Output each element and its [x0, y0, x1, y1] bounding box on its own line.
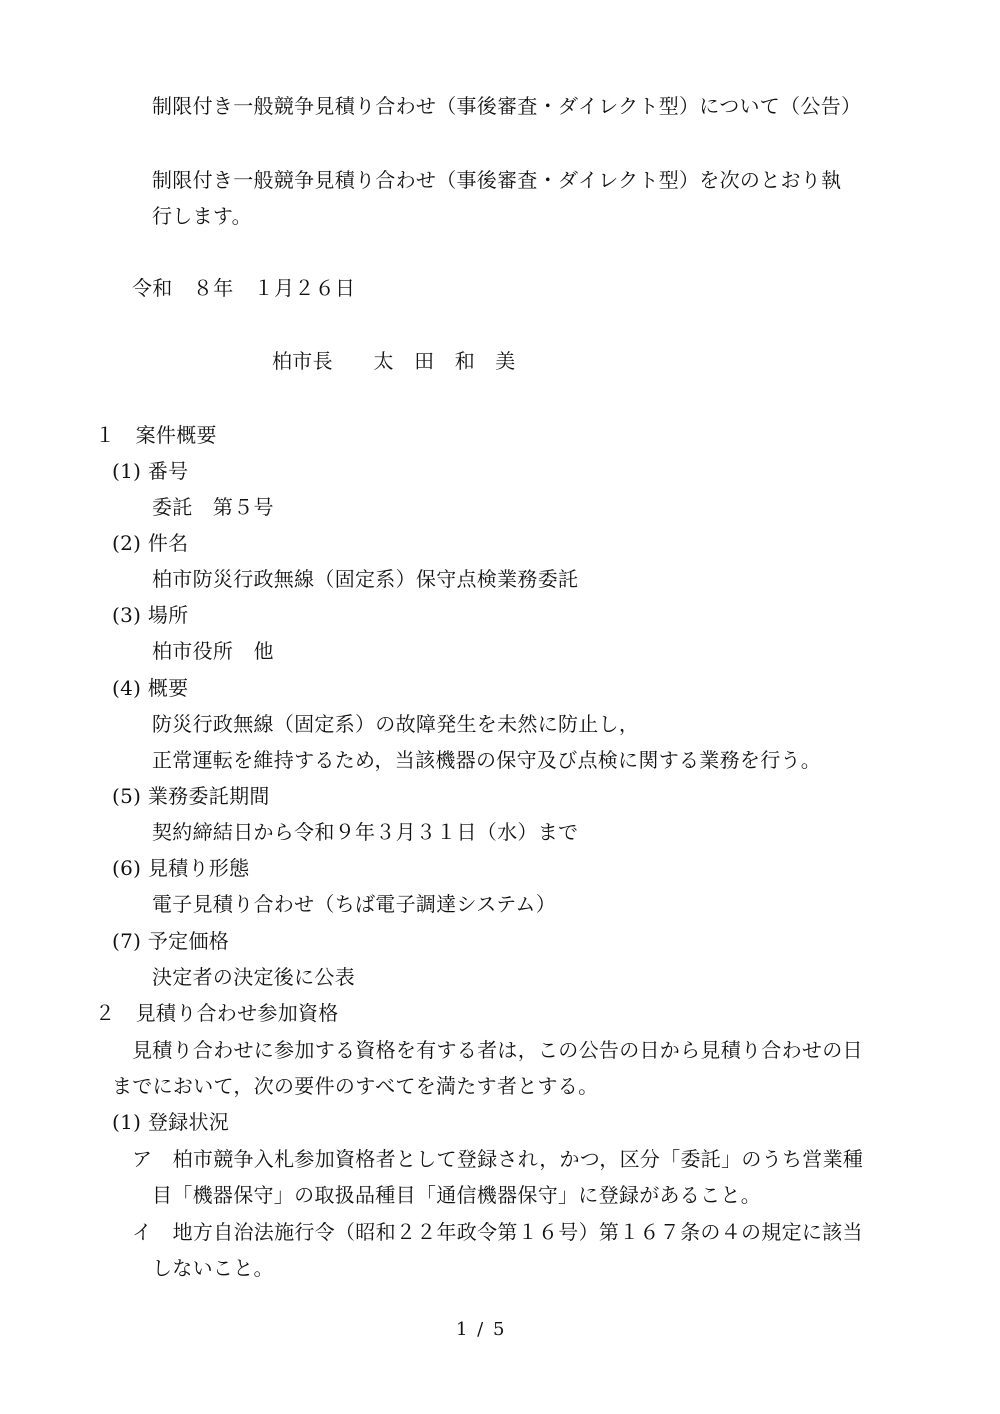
item-2-value: 柏市防災行政無線（固定系）保守点検業務委託 — [152, 567, 579, 591]
item-1-value: 委託 第５号 — [152, 495, 274, 519]
item-3-label: (3) 場所 — [112, 603, 189, 627]
item-4-label: (4) 概要 — [112, 676, 189, 700]
intro-line-2: 行します。 — [152, 204, 252, 228]
item-5-value: 契約締結日から令和９年３月３１日（水）まで — [152, 820, 579, 844]
notice-date: 令和 ８年 １月２６日 — [132, 276, 356, 300]
item-6-value: 電子見積り合わせ（ちば電子調達システム） — [152, 892, 556, 916]
sub-item-1-label: (1) 登録状況 — [112, 1110, 230, 1134]
item-7-label: (7) 予定価格 — [112, 929, 230, 953]
page-number: 1 / 5 — [456, 1319, 507, 1340]
item-7-value: 決定者の決定後に公表 — [152, 965, 355, 989]
item-2-label: (2) 件名 — [112, 531, 189, 555]
requirement-a-line-1: ア 柏市競争入札参加資格者として登録され，かつ，区分「委託」のうち営業種 — [132, 1147, 864, 1171]
section-1-heading: １ 案件概要 — [95, 423, 217, 447]
issuer-name: 柏市長 太 田 和 美 — [272, 349, 516, 373]
item-4-value-line-1: 防災行政無線（固定系）の故障発生を未然に防止し， — [152, 712, 640, 736]
intro-line-1: 制限付き一般競争見積り合わせ（事後審査・ダイレクト型）を次のとおり執 — [152, 168, 842, 192]
requirement-i-line-2: しないこと。 — [152, 1256, 274, 1280]
item-3-value: 柏市役所 他 — [152, 639, 274, 663]
item-5-label: (5) 業務委託期間 — [112, 784, 270, 808]
requirement-i-line-1: イ 地方自治法施行令（昭和２２年政令第１６号）第１６７条の４の規定に該当 — [132, 1220, 863, 1244]
section-2-intro-line-1: 見積り合わせに参加する資格を有する者は，この公告の日から見積り合わせの日 — [132, 1038, 863, 1062]
section-2-heading: ２ 見積り合わせ参加資格 — [95, 1001, 339, 1025]
item-4-value-line-2: 正常運転を維持するため，当該機器の保守及び点検に関する業務を行う。 — [152, 748, 822, 772]
requirement-a-line-2: 目「機器保守」の取扱品種目「通信機器保守」に登録があること。 — [152, 1183, 761, 1207]
item-1-label: (1) 番号 — [112, 459, 189, 483]
item-6-label: (6) 見積り形態 — [112, 856, 250, 880]
document-title: 制限付き一般競争見積り合わせ（事後審査・ダイレクト型）について（公告） — [152, 94, 862, 118]
section-2-intro-line-2: までにおいて，次の要件のすべてを満たす者とする。 — [112, 1074, 599, 1098]
